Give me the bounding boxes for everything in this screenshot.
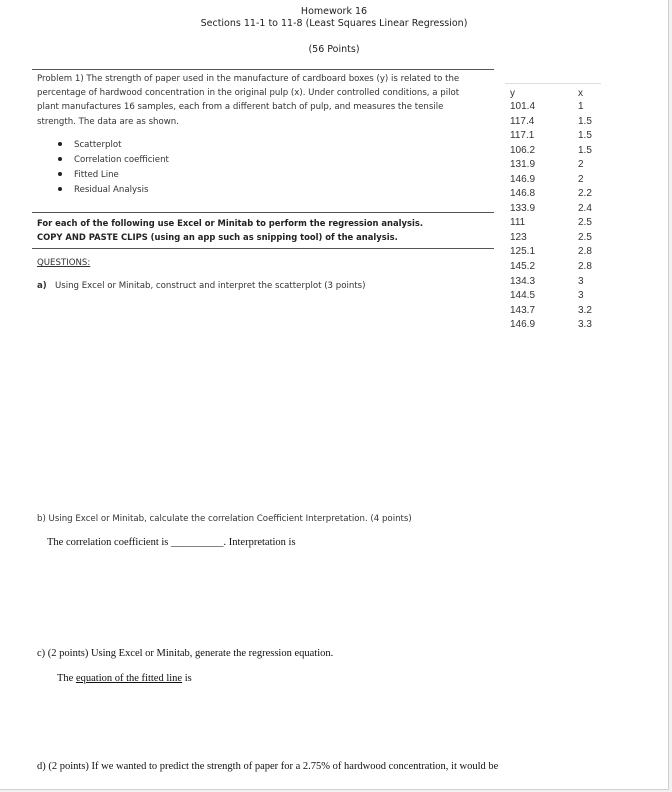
question-b-answer-line: The correlation coefficient is __________. Interpretation is bbox=[47, 537, 296, 548]
x-value-cell: 3 bbox=[578, 290, 584, 301]
x-value-cell: 1.5 bbox=[578, 130, 592, 141]
x-value-cell: 1 bbox=[578, 101, 584, 112]
y-value-cell: 133.9 bbox=[510, 203, 536, 214]
x-value-cell: 3.2 bbox=[578, 305, 592, 316]
document-subtitle: Sections 11-1 to 11-8 (Least Squares Linear Regression) bbox=[200, 18, 468, 29]
question-a: a) Using Excel or Minitab, construct and interpret the scatterplot (3 points) bbox=[37, 281, 366, 291]
y-value-cell: 134.3 bbox=[510, 276, 536, 287]
answer-blank: __________ bbox=[171, 537, 224, 548]
bullet-item: Correlation coefficient bbox=[58, 155, 169, 165]
question-b: b) Using Excel or Minitab, calculate the correlation Coefficient Interpretation. (4 points) bbox=[37, 514, 412, 524]
y-value-cell: 146.9 bbox=[510, 174, 536, 185]
y-value-cell: 145.2 bbox=[510, 261, 536, 272]
bottom-rule bbox=[32, 248, 494, 249]
x-value-cell: 2.8 bbox=[578, 246, 592, 257]
y-value-cell: 144.5 bbox=[510, 290, 536, 301]
y-value-cell: 111 bbox=[510, 217, 526, 228]
y-value-cell: 101.4 bbox=[510, 101, 536, 112]
questions-heading: QUESTIONS: bbox=[37, 258, 91, 268]
problem-text: Problem 1) The strength of paper used in the manufacture of cardboard boxes (y) is related to the percentage of hardwood concentration in the original pulp (x). Under controlled conditions, a pilot plant manufactures 16 samples, each from a different batch of pulp, and measures the tensile strength. The data are as shown. bbox=[37, 74, 460, 127]
table-rule bbox=[505, 83, 601, 84]
x-value-cell: 2.2 bbox=[578, 188, 592, 199]
x-value-cell: 3.3 bbox=[578, 319, 592, 330]
y-value-cell: 117.1 bbox=[510, 130, 535, 141]
document-title: Homework 16 bbox=[300, 6, 368, 17]
x-value-cell: 1.5 bbox=[578, 116, 592, 127]
x-value-cell: 2 bbox=[578, 174, 584, 185]
x-value-cell: 3 bbox=[578, 276, 584, 287]
y-value-cell: 131.9 bbox=[510, 159, 536, 170]
middle-rule bbox=[32, 212, 494, 213]
question-c: c) (2 points) Using Excel or Minitab, generate the regression equation. bbox=[37, 648, 334, 659]
x-value-cell: 2 bbox=[578, 159, 584, 170]
y-value-cell: 123 bbox=[510, 232, 527, 243]
instructions-line-1: For each of the following use Excel or Minitab to perform the regression analysis. bbox=[37, 218, 424, 228]
x-value-cell: 2.4 bbox=[578, 203, 592, 214]
question-d: d) (2 points) If we wanted to predict the strength of paper for a 2.75% of hardwood concentration, it would be bbox=[37, 761, 499, 772]
x-value-cell: 2.5 bbox=[578, 217, 592, 228]
top-rule bbox=[32, 69, 494, 70]
x-column-header: x bbox=[578, 88, 583, 99]
question-c-answer-line: The equation of the fitted line is bbox=[57, 673, 192, 684]
y-value-cell: 146.9 bbox=[510, 319, 536, 330]
points-total: (56 Points) bbox=[308, 44, 360, 55]
bullet-item: Residual Analysis bbox=[58, 185, 148, 195]
y-value-cell: 143.7 bbox=[510, 305, 536, 316]
bullet-item: Fitted Line bbox=[58, 170, 119, 180]
y-value-cell: 125.1 bbox=[510, 246, 536, 257]
y-value-cell: 146.8 bbox=[510, 188, 536, 199]
y-column-header: y bbox=[510, 88, 515, 99]
fitted-line-phrase: equation of the fitted line bbox=[75, 673, 183, 684]
bullet-item: Scatterplot bbox=[58, 140, 121, 150]
y-value-cell: 106.2 bbox=[510, 145, 536, 156]
x-value-cell: 2.8 bbox=[578, 261, 592, 272]
x-value-cell: 1.5 bbox=[578, 145, 592, 156]
x-value-cell: 2.5 bbox=[578, 232, 592, 243]
instructions-line-2: COPY AND PASTE CLIPS (using an app such as snipping tool) of the analysis. bbox=[37, 232, 398, 242]
y-value-cell: 117.4 bbox=[510, 116, 535, 127]
